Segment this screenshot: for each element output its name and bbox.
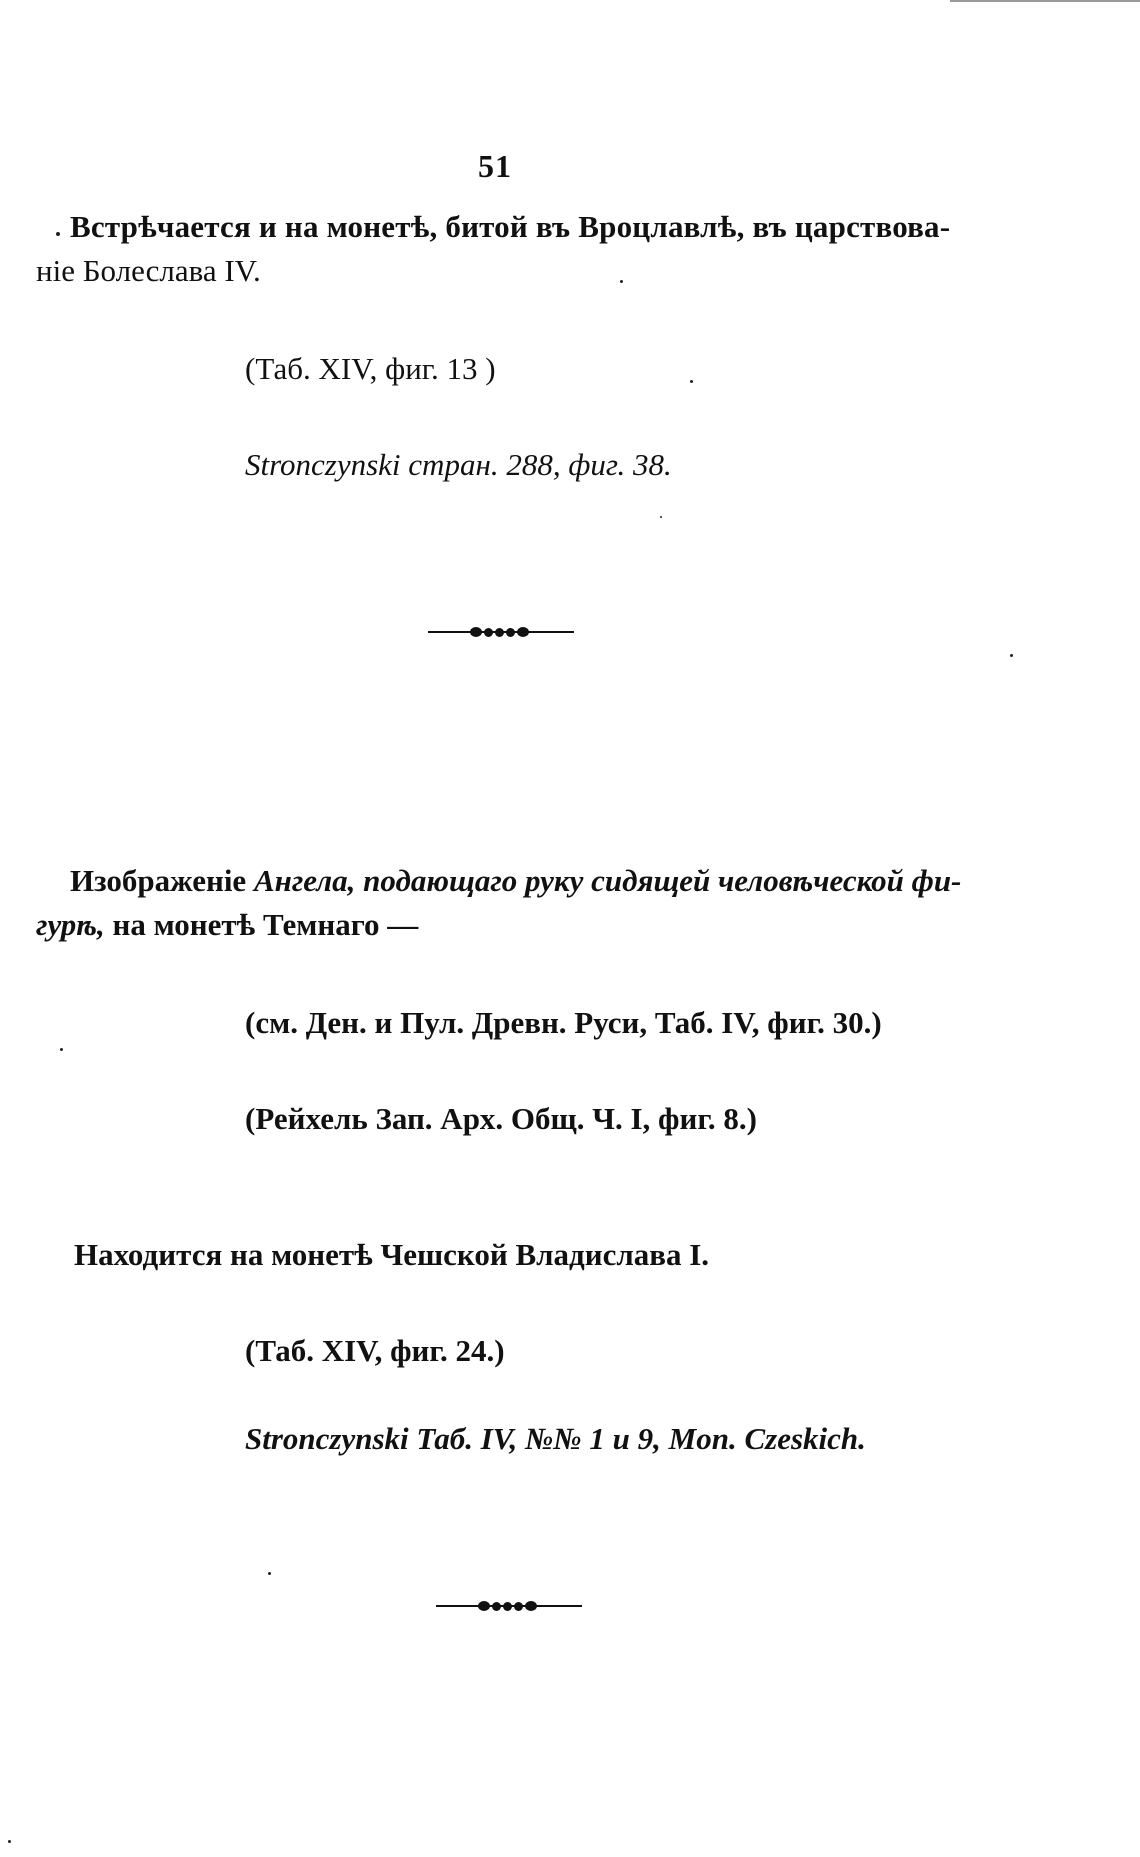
section1-reference-source: Stronczynski стран. 288, фиг. 38.	[245, 447, 672, 482]
section1-line1: Встрѣчается и на монетѣ, битой въ Вроцлавлѣ, въ царствова-	[70, 209, 951, 244]
section2-line2-italic: гурѣ,	[36, 907, 105, 942]
section2-line2-rest: на монетѣ Темнаго —	[112, 907, 419, 942]
section2-line1-prefix: Изображеніе	[70, 863, 247, 898]
scan-speck	[1010, 654, 1013, 657]
section2-reference-table: (Таб. XIV, фиг. 24.)	[245, 1333, 505, 1368]
scan-edge-line	[950, 0, 1140, 2]
scan-speck	[60, 1048, 63, 1051]
section2-line1	[70, 862, 961, 900]
scan-speck	[8, 1840, 11, 1843]
section2-reference-den-pul: (см. Ден. и Пул. Древн. Руси, Таб. IV, фиг. 30.)	[245, 1005, 882, 1040]
section2-line1-italic: Ангела, подающаго руку сидящей человѣческой фи-	[253, 863, 962, 898]
scan-speck	[268, 1572, 271, 1575]
section2-reference-reichel: (Рейхель Зап. Арх. Общ. Ч. I, фиг. 8.)	[245, 1101, 757, 1136]
scan-speck	[660, 516, 662, 518]
section2-line2	[36, 906, 418, 944]
scan-speck	[620, 280, 623, 283]
end-divider-ornament	[436, 1600, 582, 1612]
section2-line3: Находится на монетѣ Чешской Владислава I.	[74, 1237, 710, 1272]
scan-speck	[56, 232, 60, 236]
section2-reference-source: Stronczynski Таб. IV, №№ 1 и 9, Mon. Czeskich.	[245, 1421, 866, 1456]
scan-speck	[690, 380, 693, 383]
section1-line2: ніе Болеслава IV.	[36, 253, 261, 288]
section1-reference-table: (Таб. XIV, фиг. 13 )	[245, 351, 496, 386]
section-divider-ornament	[428, 626, 574, 638]
page-number: 51	[478, 148, 512, 184]
